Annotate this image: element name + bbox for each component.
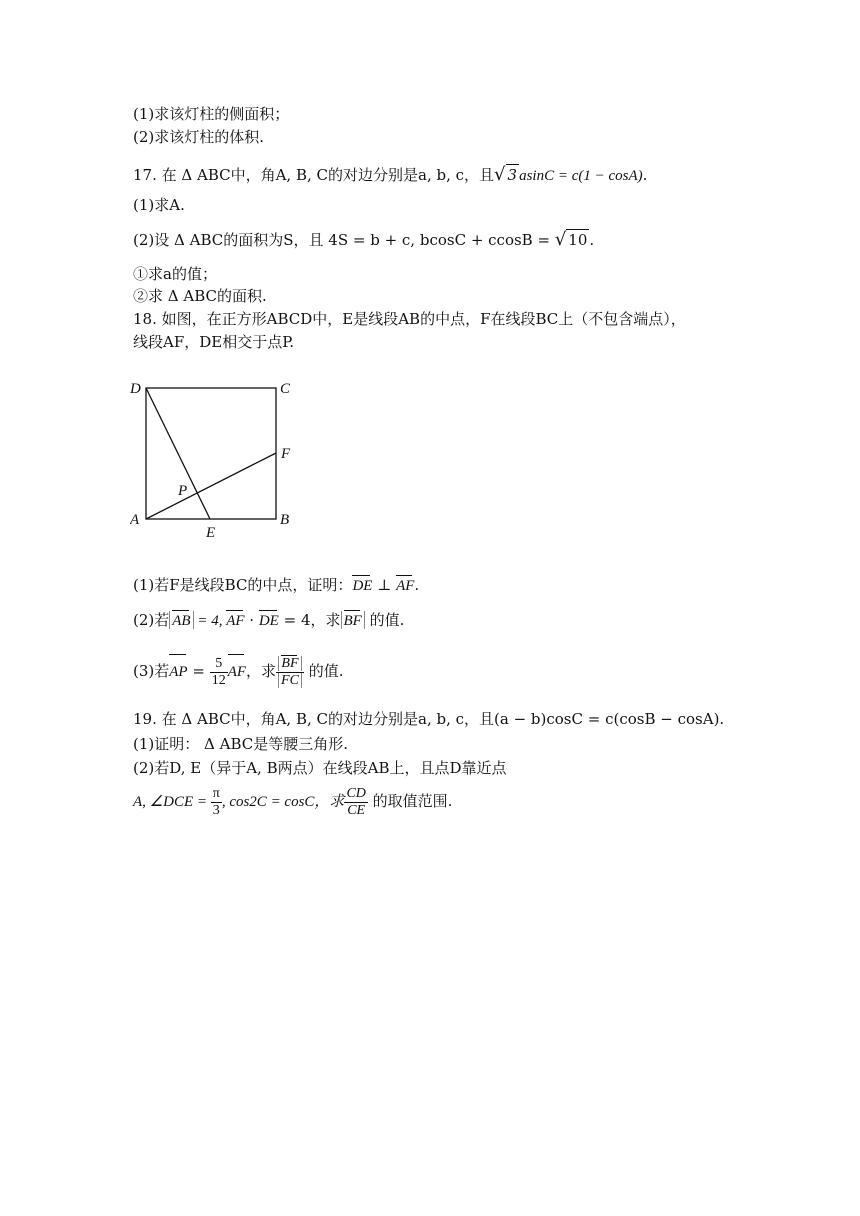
- fraction-cd: CD: [346, 785, 366, 801]
- label-d: D: [130, 381, 141, 397]
- q17-part2-a: ①求a的值；: [133, 265, 217, 283]
- q18-part2-text: (2)若: [133, 611, 170, 629]
- fraction-num: 5: [210, 656, 228, 673]
- label-e: E: [206, 525, 216, 541]
- q19-part2-cond: , cos2C = cosC，求: [221, 794, 345, 810]
- label-c: C: [280, 381, 291, 397]
- q18-part1-text: (1)若F是线段BC的中点，证明：: [133, 576, 353, 594]
- q17-sqrt-10: 10: [568, 231, 588, 249]
- q18-part3-suffix: 的值.: [303, 662, 344, 680]
- fraction-cd-ce: [344, 786, 367, 819]
- q18-part1: (1)若F是线段BC的中点，证明：DE ⊥ AF.: [133, 576, 420, 594]
- fraction-three: 3: [212, 802, 220, 818]
- q18-part2-eq1: = 4,: [193, 613, 227, 629]
- q18-part3-text: (3)若: [133, 662, 170, 680]
- q18-part3-ask: ，求: [246, 662, 277, 680]
- square-figure: [130, 376, 300, 542]
- q18-part2-suffix: 的值.: [364, 611, 405, 629]
- vector-ab: AB: [172, 613, 191, 629]
- q19-statement: 19. 在 Δ ABC中，角A, B, C的对边分别是a, b, c，且(a − b)cosC = c(cosB − cosA).: [133, 710, 725, 728]
- vector-ap: AP: [169, 655, 187, 689]
- vector-fc: FC: [281, 672, 299, 688]
- label-b: B: [280, 512, 290, 528]
- vector-de: DE: [352, 578, 373, 594]
- q18-part2: [133, 610, 404, 631]
- perp-sign: ⊥: [372, 576, 397, 594]
- q17-prefix: 17. 在 Δ ABC中，角A, B, C的对边分别是a, b, c，且: [133, 166, 495, 184]
- q17-equation: asinC = c(1 − cosA): [519, 168, 643, 184]
- q18-part3-eq: =: [187, 662, 210, 680]
- fraction-pi-3: [211, 786, 222, 819]
- q18-part3: [133, 654, 343, 689]
- q19-part1: (1)证明： Δ ABC是等腰三角形.: [133, 735, 348, 753]
- vector-af-2: AF: [226, 613, 245, 629]
- q17-part2: (2)设 Δ ABC的面积为S，且 4S = b + c, bcosC + ccosB = √ 10 .: [133, 229, 595, 250]
- square-abcd: [146, 388, 276, 519]
- fraction-den: 12: [211, 672, 226, 688]
- q18-statement-line1: 18. 如图，在正方形ABCD中，E是线段AB的中点，F在线段BC上（不包含端点），: [133, 310, 686, 328]
- fraction-ce: CE: [347, 802, 366, 818]
- q17-part2-text: (2)设 Δ ABC的面积为S，且 4S = b + c, bcosC + ccosB =: [133, 231, 555, 249]
- label-f: F: [281, 446, 291, 462]
- fraction-5-12: [210, 656, 228, 689]
- vector-de-2: DE: [258, 613, 279, 629]
- q17-part2-b: ②求 Δ ABC的面积.: [133, 287, 267, 305]
- segment-af: [146, 453, 276, 519]
- q18-part2-eq2: = 4，求: [278, 611, 341, 629]
- q17-part1: (1)求A.: [133, 196, 185, 214]
- vector-af: AF: [396, 578, 415, 594]
- q19-part2-angle: A, ∠DCE =: [133, 794, 211, 810]
- q17-sqrt-3: 3: [507, 166, 518, 184]
- label-a: A: [130, 512, 140, 528]
- q19-part2-suffix: 的取值范围.: [367, 792, 453, 810]
- q16-part1: (1)求该灯柱的侧面积；: [133, 105, 290, 123]
- vector-af-3: AF: [228, 655, 246, 689]
- fraction-bf-fc: [276, 656, 304, 689]
- q19-part2-line1: (2)若D, E（异于A, B两点）在线段AB上，且点D靠近点: [133, 759, 507, 777]
- label-p: P: [178, 483, 188, 499]
- vector-bf-2: BF: [281, 655, 299, 671]
- segment-de: [146, 388, 210, 519]
- q16-part2: (2)求该灯柱的体积.: [133, 128, 265, 146]
- q17-statement: 17. 在 Δ ABC中，角A, B, C的对边分别是a, b, c，且√ 3 asinC = c(1 − cosA).: [133, 164, 648, 185]
- fraction-pi: π: [212, 785, 220, 801]
- q18-statement-line2: 线段AF，DE相交于点P.: [133, 333, 295, 351]
- vector-bf: BF: [343, 613, 362, 629]
- dot-sign: ·: [244, 611, 259, 629]
- q19-part2-line2: [133, 784, 452, 819]
